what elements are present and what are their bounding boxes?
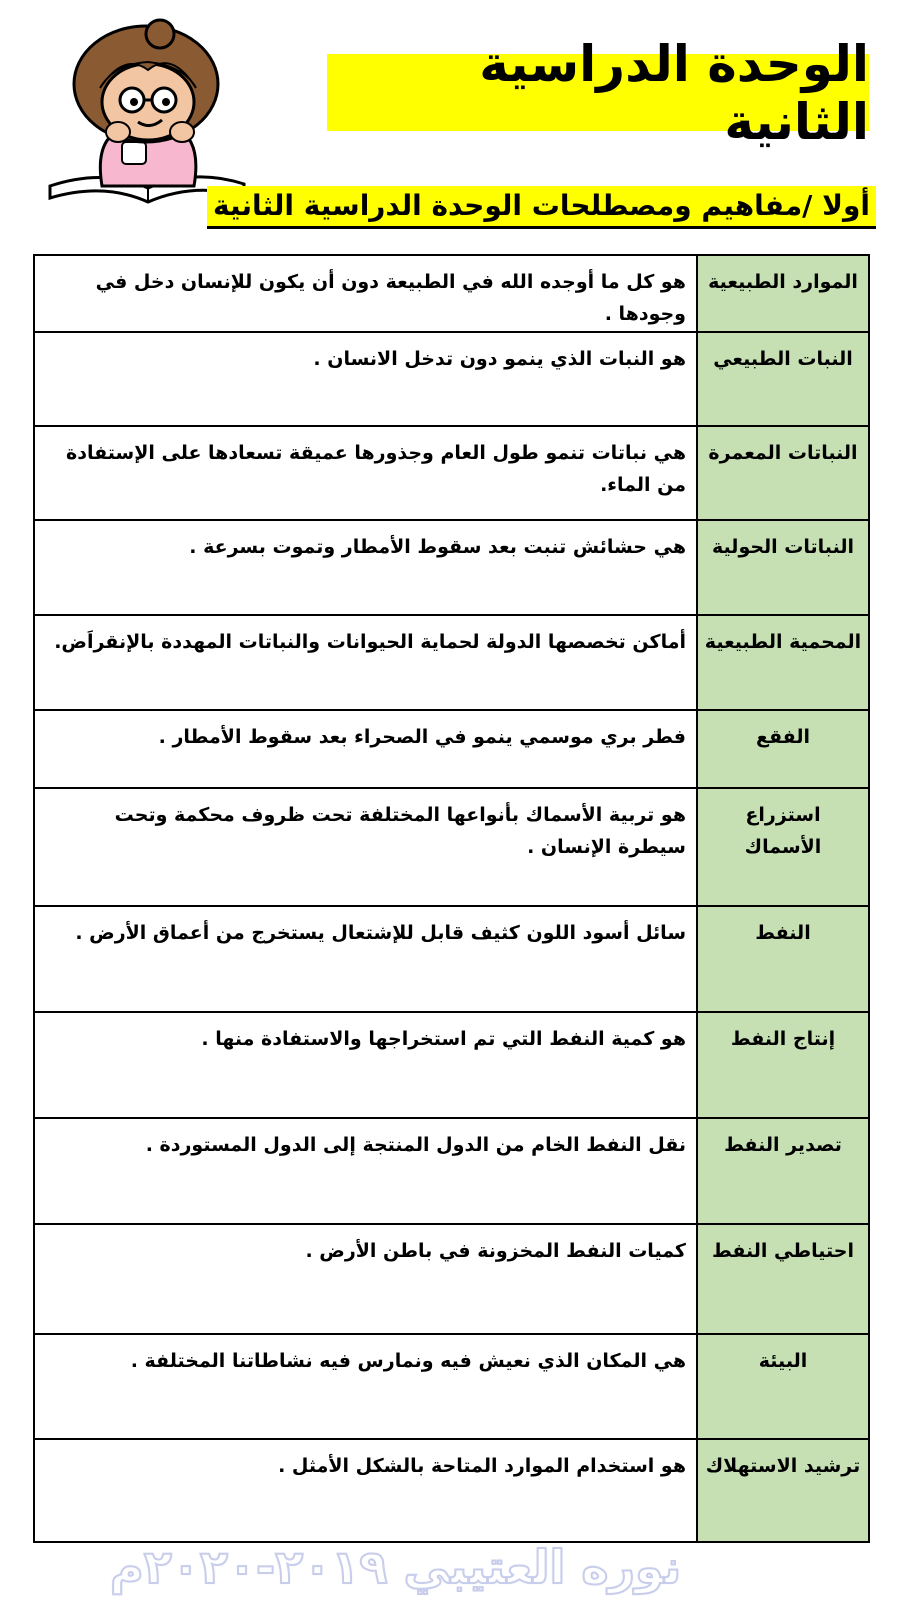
- table-row: [34, 255, 869, 332]
- term-cell: الموارد الطبيعية: [697, 255, 869, 332]
- page-title: الوحدة الدراسية الثانية: [479, 34, 869, 151]
- girl-reading-book-icon: [44, 18, 254, 206]
- definition-cell: هو النبات الذي ينمو دون تدخل الانسان .: [34, 332, 697, 426]
- table-row: [34, 906, 869, 1012]
- definition-cell: هو استخدام الموارد المتاحة بالشكل الأمثل .: [34, 1439, 697, 1542]
- definition-cell: سائل أسود اللون كثيف قابل للإشتعال يستخرج من أعماق الأرض .: [34, 906, 697, 1012]
- term-cell: تصدير النفط: [697, 1118, 869, 1224]
- table-row: [34, 1118, 869, 1224]
- section-heading: أولا /مفاهيم ومصطلحات الوحدة الدراسية الثانية: [207, 186, 876, 229]
- term-cell: إنتاج النفط: [697, 1012, 869, 1118]
- table-row: [34, 1224, 869, 1334]
- author-watermark: نوره العتيبي ٢٠١٩-٢٠٢٠م: [110, 1540, 682, 1594]
- definition-cell: هو كمية النفط التي تم استخراجها والاستفادة منها .: [34, 1012, 697, 1118]
- term-cell: البيئة: [697, 1334, 869, 1439]
- title-banner: [327, 34, 869, 151]
- definition-cell: هي المكان الذي نعيش فيه ونمارس فيه نشاطاتنا المختلفة .: [34, 1334, 697, 1439]
- term-cell: النباتات الحولية: [697, 520, 869, 615]
- term-cell: المحمية الطبيعية: [697, 615, 869, 710]
- term-cell: ترشيد الاستهلاك: [697, 1439, 869, 1542]
- table-row: [34, 710, 869, 788]
- definition-cell: فطر بري موسمي ينمو في الصحراء بعد سقوط الأمطار .: [34, 710, 697, 788]
- table-row: [34, 520, 869, 615]
- table-row: [34, 1334, 869, 1439]
- table-row: [34, 426, 869, 520]
- glossary-table: [33, 254, 870, 1543]
- definition-cell: هي نباتات تنمو طول العام وجذورها عميقة تسعادها على الإستفادة من الماء.: [34, 426, 697, 520]
- term-cell: استزراع الأسماك: [697, 788, 869, 906]
- definition-cell: هو كل ما أوجده الله في الطبيعة دون أن يكون للإنسان دخل في وجودها .: [34, 255, 697, 332]
- table-row: [34, 788, 869, 906]
- term-cell: النفط: [697, 906, 869, 1012]
- table-row: [34, 332, 869, 426]
- definition-cell: هو تربية الأسماك بأنواعها المختلفة تحت ظروف محكمة وتحت سيطرة الإنسان .: [34, 788, 697, 906]
- term-cell: احتياطي النفط: [697, 1224, 869, 1334]
- definition-cell: نقل النفط الخام من الدول المنتجة إلى الدول المستوردة .: [34, 1118, 697, 1224]
- table-row: [34, 1439, 869, 1542]
- table-row: [34, 615, 869, 710]
- term-cell: النباتات المعمرة: [697, 426, 869, 520]
- definition-cell: أماكن تخصصها الدولة لحماية الحيوانات والنباتات المهددة بالإنقراَض.: [34, 615, 697, 710]
- definition-cell: هي حشائش تنبت بعد سقوط الأمطار وتموت بسرعة .: [34, 520, 697, 615]
- term-cell: النبات الطبيعي: [697, 332, 869, 426]
- term-cell: الفقع: [697, 710, 869, 788]
- table-row: [34, 1012, 869, 1118]
- definition-cell: كميات النفط المخزونة في باطن الأرض .: [34, 1224, 697, 1334]
